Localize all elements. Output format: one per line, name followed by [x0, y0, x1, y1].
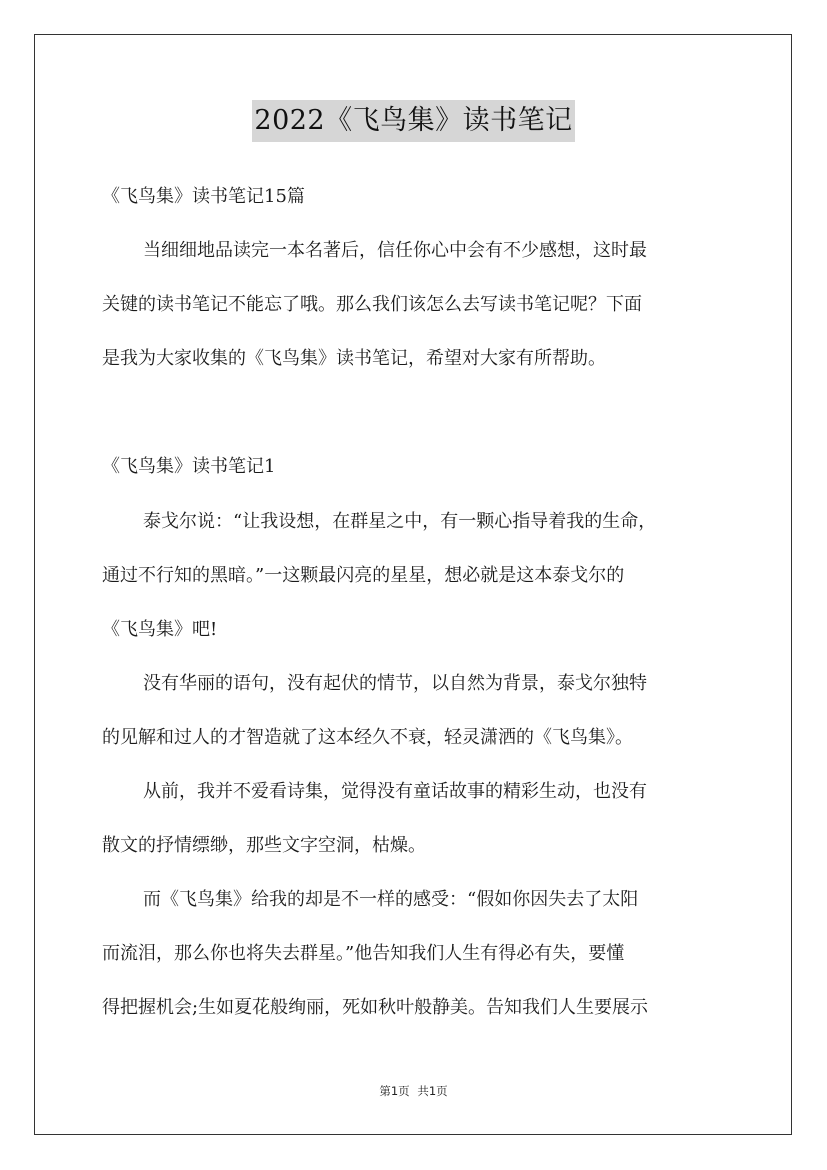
page-footer	[0, 1083, 827, 1099]
body-line: 散文的抒情缥缈，那些文字空洞，枯燥。	[102, 835, 426, 856]
body-line: 《飞鸟集》吧!	[102, 619, 218, 640]
document-title: 2022《飞鸟集》读书笔记	[252, 100, 574, 142]
body-line: 当细细地品读完一本名著后，信任你心中会有不少感想，这时最	[143, 240, 647, 261]
page-number: 第1页	[379, 1084, 410, 1098]
section-heading: 《飞鸟集》读书笔记1	[102, 456, 276, 477]
subtitle-line: 《飞鸟集》读书笔记15篇	[102, 186, 305, 207]
body-line: 关键的读书笔记不能忘了哦。那么我们该怎么去写读书笔记呢？下面	[102, 294, 642, 315]
body-line: 泰戈尔说：“让我设想，在群星之中，有一颗心指导着我的生命，	[143, 511, 657, 532]
body-line: 没有华丽的语句，没有起伏的情节，以自然为背景，泰戈尔独特	[143, 673, 647, 694]
body-line: 得把握机会;生如夏花般绚丽，死如秋叶般静美。告知我们人生要展示	[102, 997, 649, 1018]
body-line: 而《飞鸟集》给我的却是不一样的感受：“假如你因失去了太阳	[143, 889, 639, 910]
body-line: 通过不行知的黑暗。”一这颗最闪亮的星星，想必就是这本泰戈尔的	[102, 565, 625, 586]
title-container	[0, 100, 827, 142]
body-line: 的见解和过人的才智造就了这本经久不衰，轻灵潇洒的《飞鸟集》。	[102, 727, 633, 748]
body-line: 从前，我并不爱看诗集，觉得没有童话故事的精彩生动，也没有	[143, 781, 647, 802]
body-line: 是我为大家收集的《飞鸟集》读书笔记，希望对大家有所帮助。	[102, 348, 606, 369]
page-total: 共1页	[417, 1084, 448, 1098]
body-line: 而流泪，那么你也将失去群星。”他告知我们人生有得必有失，要懂	[102, 943, 625, 964]
